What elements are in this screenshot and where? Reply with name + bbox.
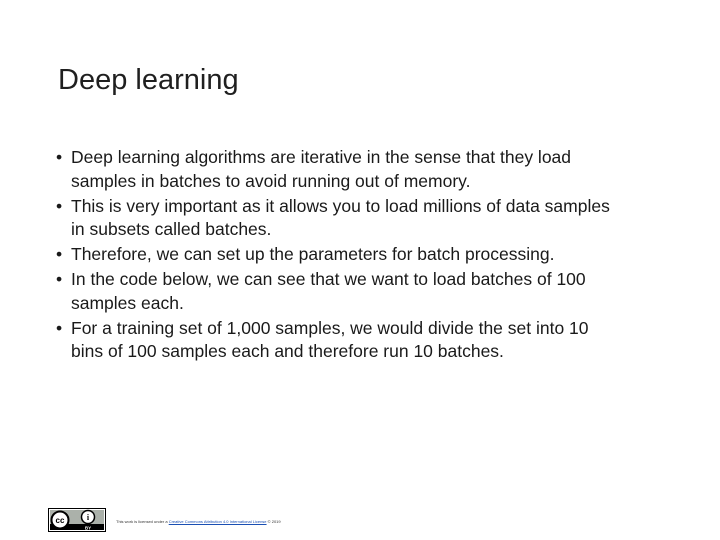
bullet-item: [54, 317, 694, 364]
license-link[interactable]: Creative Commons Attribution 4.0 International License: [168, 519, 267, 524]
by-symbol: i: [86, 513, 90, 522]
bullet-text-line: samples in batches to avoid running out of memory.: [71, 170, 471, 191]
bullet-item: [54, 146, 694, 193]
creative-commons-by-icon[interactable]: [48, 508, 106, 532]
bullet-item: [54, 268, 694, 315]
bullet-marker: •: [56, 244, 63, 264]
bullet-marker: •: [56, 317, 63, 338]
bullet-text-line: This is very important as it allows you to load millions of data samples: [71, 195, 610, 216]
bullet-text-line: Therefore, we can set up the parameters for batch processing.: [71, 244, 555, 264]
bullet-marker: •: [56, 147, 63, 167]
copyright-text: © 2019: [267, 519, 281, 524]
bullet-text-line: In the code below, we can see that we want to load batches of 100: [71, 269, 586, 289]
slide-footer: [48, 508, 688, 532]
cc-symbol: cc: [55, 516, 65, 525]
bullet-text-line: samples each.: [71, 292, 184, 313]
slide-title: Deep learning: [58, 64, 239, 96]
bullet-text-line: in subsets called batches.: [71, 219, 272, 239]
bullet-text-line: bins of 100 samples each and therefore run 10 batches.: [71, 341, 504, 361]
bullet-marker: •: [56, 195, 63, 216]
bullet-list: [54, 146, 694, 365]
bullet-text-line: Deep learning algorithms are iterative in the sense that they load: [71, 147, 572, 167]
bullet-marker: •: [56, 269, 63, 289]
bullet-item: [54, 195, 694, 242]
bullet-text-line: For a training set of 1,000 samples, we would divide the set into 10: [71, 317, 589, 338]
by-label: BY: [84, 525, 92, 531]
bullet-item: [54, 243, 694, 267]
license-notice: [116, 519, 281, 525]
license-text-prefix: This work is licensed under a: [116, 519, 168, 524]
